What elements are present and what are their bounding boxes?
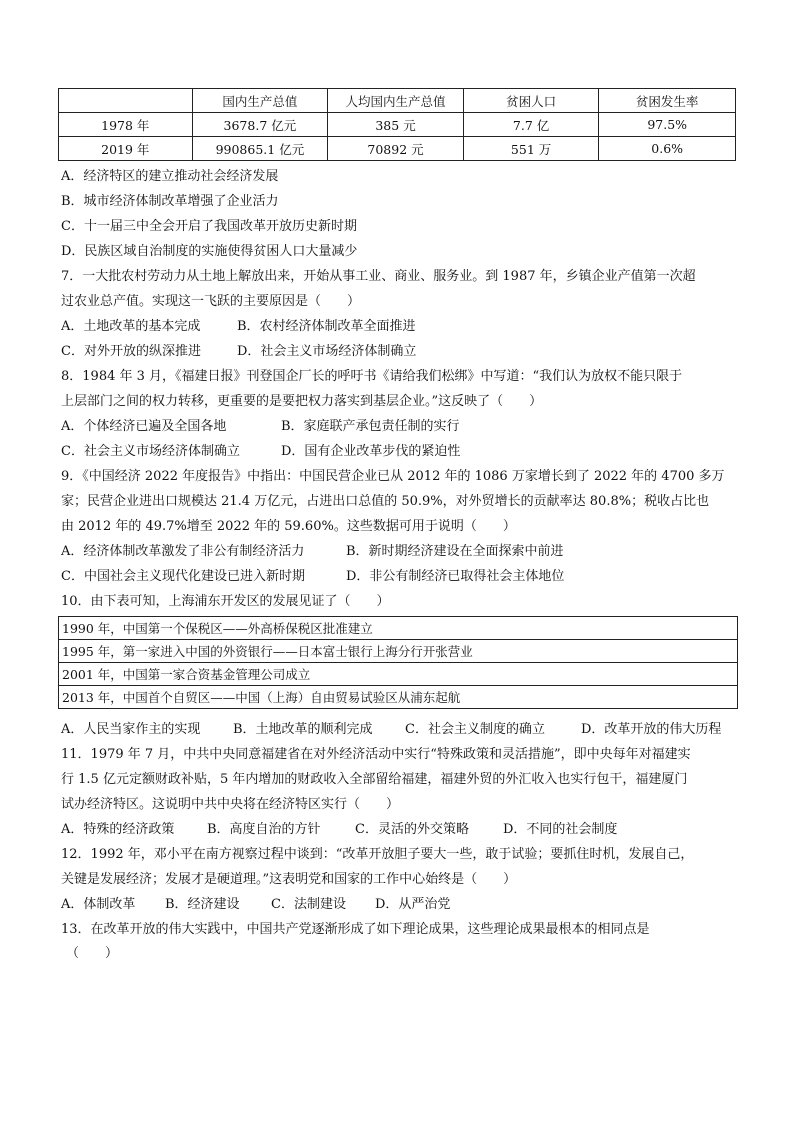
q9-option-d: D．非公有制经济已取得社会主体地位 [346, 569, 565, 584]
q9-option-a: A．经济体制改革激发了非公有制经济活力 [61, 544, 305, 559]
q12-option-c: C．法制建设 [271, 897, 346, 912]
q9-option-c: C．中国社会主义现代化建设已进入新时期 [61, 569, 305, 584]
q6-option-b: B．城市经济体制改革增强了企业活力 [61, 194, 279, 209]
table-cell: 0.6% [599, 137, 736, 161]
statistics-table [58, 88, 736, 161]
table-header-cell: 国内生产总值 [192, 89, 328, 113]
q12-stem: 关键是发展经济；发展才是硬道理。”这表明党和国家的工作中心始终是（ ） [61, 872, 517, 887]
q10-option-c: C．社会主义制度的确立 [405, 722, 545, 737]
q6-option-d: D．民族区域自治制度的实施使得贫困人口大量减少 [61, 244, 358, 259]
q8-option-b: B．家庭联产承包责任制的实行 [281, 419, 460, 434]
table-cell: 3678.7 亿元 [192, 113, 328, 137]
table-cell: 2001 年，中国第一家合资基金管理公司成立 [59, 663, 738, 686]
table-cell: 1995 年，第一家进入中国的外资银行——日本富士银行上海分行开张营业 [59, 640, 738, 663]
q8-option-a: A．个体经济已遍及全国各地 [61, 419, 227, 434]
q11-option-a: A．特殊的经济政策 [61, 822, 175, 837]
q9-options-row [61, 567, 564, 587]
table-cell: 551 万 [463, 137, 599, 161]
q8-option-d: D．国有企业改革步伐的紧迫性 [281, 444, 461, 459]
table-row [59, 137, 736, 161]
table-header-cell [59, 89, 193, 113]
q11-stem: 试办经济特区。这说明中共中央将在经济特区实行（ ） [61, 797, 400, 812]
table-row [59, 640, 738, 663]
q7-option-b: B．农村经济体制改革全面推进 [237, 319, 416, 334]
q12-options-row [61, 895, 450, 915]
table-header-cell: 贫困人口 [463, 89, 599, 113]
table-header-cell: 人均国内生产总值 [328, 89, 464, 113]
q12-stem: 12．1992 年，邓小平在南方视察过程中谈到：“改革开放胆子要大一些，敢于试验；要抓住时机，发展自己， [61, 847, 694, 862]
q12-option-b: B．经济建设 [165, 897, 240, 912]
table-header-cell: 贫困发生率 [599, 89, 736, 113]
q7-option-a: A．土地改革的基本完成 [61, 319, 201, 334]
table-cell: 2013 年，中国首个自贸区——中国（上海）自由贸易试验区从浦东起航 [59, 686, 738, 709]
q9-stem: 9．《中国经济 2022 年度报告》中指出：中国民营企业已从 2012 年的 1086 万家增长到了 2022 年的 4700 多万 [61, 469, 725, 484]
q10-option-a: A．人民当家作主的实现 [61, 722, 201, 737]
q7-stem: 7．一大批农村劳动力从土地上解放出来，开始从事工业、商业、服务业。到 1987 年，乡镇企业产值第一次超 [61, 269, 696, 284]
table-cell: 385 元 [328, 113, 464, 137]
q11-stem: 11．1979 年 7 月，中共中央同意福建省在对外经济活动中实行“特殊政策和灵活措施”，即中央每年对福建实 [61, 747, 691, 762]
table-row [59, 663, 738, 686]
q12-option-a: A．体制改革 [61, 897, 136, 912]
q6-option-a: A．经济特区的建立推动社会经济发展 [61, 169, 279, 184]
q9-stem: 由 2012 年的 49.7%增至 2022 年的 59.60%。这些数据可用于说明（ ） [61, 519, 516, 534]
q6-option-c: C．十一届三中全会开启了我国改革开放历史新时期 [61, 219, 357, 234]
q10-option-b: B．土地改革的顺利完成 [233, 722, 373, 737]
table-cell: 990865.1 亿元 [192, 137, 328, 161]
q9-options-row [61, 542, 564, 562]
table-cell: 1990 年，中国第一个保税区——外高桥保税区批准建立 [59, 617, 738, 640]
table-row [59, 617, 738, 640]
q8-option-c: C．社会主义市场经济体制确立 [61, 444, 240, 459]
table-header-row [59, 89, 736, 113]
table-row [59, 686, 738, 709]
q7-options-row [61, 342, 416, 362]
q11-options-row [61, 820, 617, 840]
q8-stem: 上层部门之间的权力转移，更重要的是要把权力落实到基层企业。”这反映了（ ） [61, 394, 543, 409]
q11-option-d: D．不同的社会制度 [503, 822, 618, 837]
q10-options-row [61, 720, 721, 740]
table-cell: 70892 元 [328, 137, 464, 161]
q8-stem: 8．1984 年 3 月，《福建日报》刊登国企厂长的呼吁书《请给我们松绑》中写道：“我们认为放权不能只限于 [61, 369, 683, 384]
q7-option-d: D．社会主义市场经济体制确立 [237, 344, 417, 359]
table-row [59, 113, 736, 137]
q13-stem: 13．在改革开放的伟大实践中，中国共产党逐渐形成了如下理论成果，这些理论成果最根本的相同点是 [61, 922, 650, 937]
q12-option-d: D．从严治党 [375, 897, 451, 912]
q9-stem: 家；民营企业进出口规模达 21.4 万亿元，占进出口总值的 50.9%，对外贸增长的贡献率达 80.8%；税收占比也 [61, 494, 710, 509]
q13-answer-blank: （ ） [66, 946, 119, 961]
q9-option-b: B．新时期经济建设在全面探索中前进 [346, 544, 564, 559]
q7-options-row [61, 317, 416, 337]
q10-stem: 10．由下表可知，上海浦东开发区的发展见证了（ ） [61, 594, 390, 609]
q7-option-c: C．对外开放的纵深推进 [61, 344, 201, 359]
q8-options-row [61, 442, 460, 462]
q11-option-b: B．高度自治的方针 [207, 822, 321, 837]
table-cell: 1978 年 [59, 113, 193, 137]
q7-stem: 过农业总产值。实现这一飞跃的主要原因是（ ） [61, 294, 361, 309]
table-cell: 7.7 亿 [463, 113, 599, 137]
table-cell: 2019 年 [59, 137, 193, 161]
q8-options-row [61, 417, 460, 437]
pudong-table [58, 616, 738, 709]
q11-stem: 行 1.5 亿元定额财政补贴，5 年内增加的财政收入全部留给福建，福建外贸的外汇收入也实行包干，福建厦门 [61, 772, 688, 787]
q10-option-d: D．改革开放的伟大历程 [581, 722, 722, 737]
table-cell: 97.5% [599, 113, 736, 137]
q11-option-c: C．灵活的外交策略 [355, 822, 469, 837]
